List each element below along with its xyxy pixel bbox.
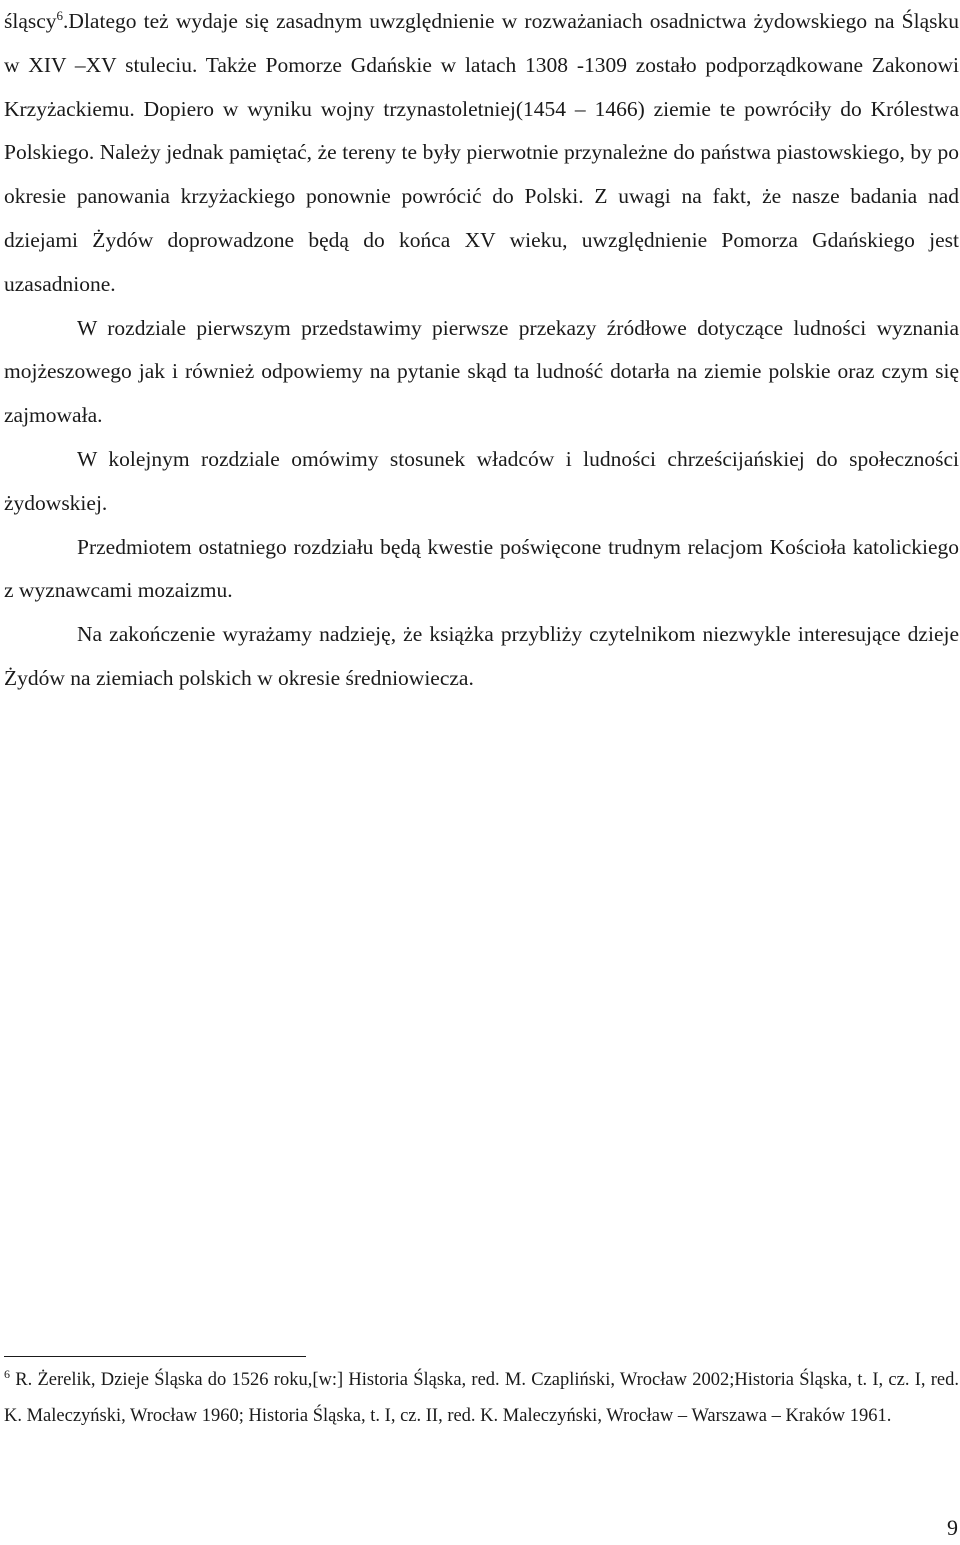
footnote-marker: 6 bbox=[4, 1366, 10, 1381]
paragraph-1-start: śląscy bbox=[4, 9, 57, 33]
page-number: 9 bbox=[947, 1515, 958, 1540]
footnote-text: R. Żerelik, Dzieje Śląska do 1526 roku,[w:] Historia Śląska, red. M. Czapliński, Wrocław 2002;Historia Śląska, t. I, cz. I, red. K. Maleczyński, Wrocław 1960; Historia Śląska, t. I, cz. II, red. K. Maleczyński, Wrocław – Warszawa – Kraków 1961. bbox=[4, 1370, 959, 1426]
footnote-separator bbox=[4, 1356, 306, 1357]
paragraph-3: W kolejnym rozdziale omówimy stosunek władców i ludności chrześcijańskiej do społeczności żydowskiej. bbox=[4, 446, 959, 515]
footnote-reference[interactable]: 6 bbox=[56, 7, 64, 23]
paragraph-1 bbox=[4, 0, 959, 307]
main-text bbox=[4, 0, 959, 701]
footnote bbox=[4, 1362, 959, 1434]
paragraph-5: Na zakończenie wyrażamy nadzieję, że książka przybliży czytelnikom niezwykle interesujące dzieje Żydów na ziemiach polskich w okresie średniowiecza. bbox=[4, 622, 959, 690]
paragraph-1-text: .Dlatego też wydaje się zasadnym uwzględnienie w rozważaniach osadnictwa żydowskiego na Śląsku w XIV –XV stuleciu. Także Pomorze Gdańskie w latach 1308 -1309 zostało podporządkowane Zakonowi Krzyżackiemu. Dopiero w wyniku wojny trzynastoletniej(1454 – 1466) ziemie te powróciły do Królestwa Polskiego. Należy jednak pamiętać, że tereny te były pierwotnie przynależne do państwa piastowskiego, by po okresie panowania krzyżackiego ponownie powrócić do Polski. Z uwagi na fakt, że nasze badania nad dziejami Żydów doprowadzone będą do końca XV wieku, uwzględnienie Pomorza Gdańskiego jest uzasadnione. bbox=[4, 9, 959, 296]
paragraph-4: Przedmiotem ostatniego rozdziału będą kwestie poświęcone trudnym relacjom Kościoła katolickiego z wyznawcami mozaizmu. bbox=[4, 534, 959, 603]
paragraph-2: W rozdziale pierwszym przedstawimy pierwsze przekazy źródłowe dotyczące ludności wyznania mojżeszowego jak i również odpowiemy na pytanie skąd ta ludność dotarła na ziemie polskie oraz czym się zajmowała. bbox=[4, 315, 959, 428]
